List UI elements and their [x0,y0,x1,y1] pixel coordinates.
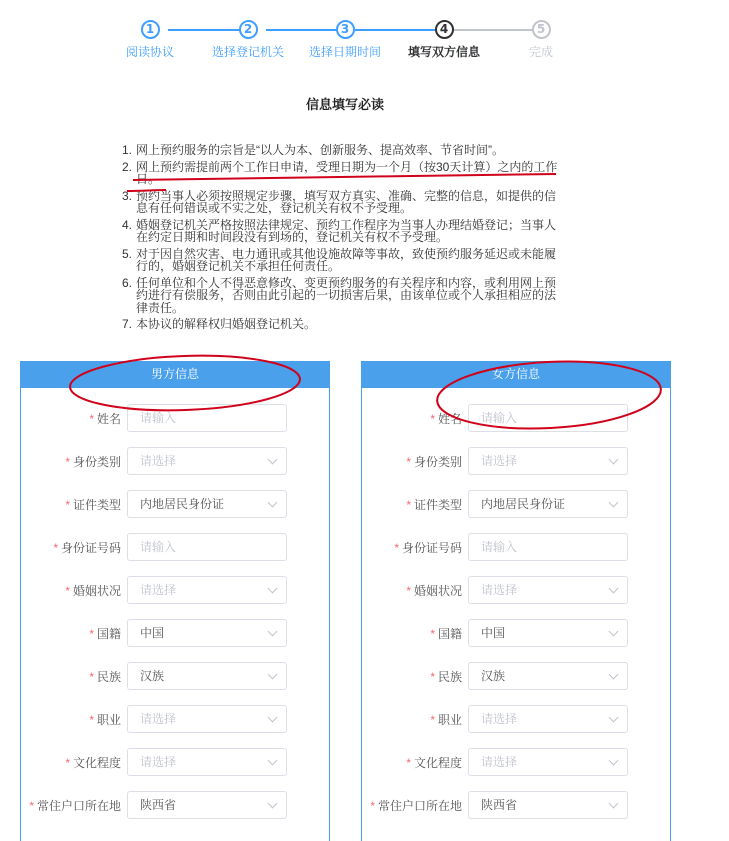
field-label-text: 证件类型 [72,498,121,512]
field-label-text: 证件类型 [413,498,462,512]
notice-item-text: 对于因自然灾害、电力通讯或其他设施故障等事故，致使预约服务延迟或未能履行的，婚姻登记机关不承担任何责任。 [136,246,557,273]
male-info-panel [20,361,330,841]
required-mark: * [29,799,34,813]
field-label-text: 常住户口所在地 [36,799,121,813]
female-nationality-row [362,619,672,649]
field-label-text: 婚姻状况 [413,584,462,598]
notice-item-text: 婚姻登记机关严格按照法律规定、预约工作程序为当事人办理结婚登记；当事人在约定日期和时间段没有到场的，登记机关有权不予受理。 [136,217,557,244]
field-label [65,447,121,477]
field-label [430,705,462,735]
field-label-text: 文化程度 [72,756,121,770]
notice-item-number: 1. [122,143,133,157]
field-label-text: 职业 [96,713,121,727]
field-placeholder: 请选择 [140,583,177,597]
notice-item-number: 7. [122,317,133,331]
notice-item-text: 网上预约服务的宗旨是“以人为本、创新服务、提高效率、节省时间”。 [136,143,504,157]
field-label [430,662,462,692]
required-mark: * [65,756,70,770]
notice-item [122,219,562,244]
field-value: 陕西省 [481,798,518,812]
notice-item-text: 任何单位和个人不得恶意修改、变更预约服务的有关程序和内容，或利用网上预约进行有偿服务，否则由此引起的一切损害后果，由该单位或个人承担相应的法律责任。 [136,275,557,315]
required-mark: * [89,627,94,641]
male-education-row [21,748,331,778]
chevron-down-icon [268,584,278,594]
field-label-text: 国籍 [96,627,121,641]
female-occupation-row [362,705,672,735]
field-value: 汉族 [140,669,165,683]
male-residence-row [21,791,331,821]
field-label-text: 民族 [96,670,121,684]
notice-list [122,144,562,335]
notice-item-number: 3. [122,188,133,203]
required-mark: * [406,584,411,598]
notice-item-number: 6. [122,275,133,290]
name-input[interactable] [468,404,628,432]
notice-item-number: 2. [122,159,133,174]
notice-item-number: 5. [122,246,133,261]
field-label-text: 文化程度 [413,756,462,770]
field-label [29,791,121,821]
occupation-select[interactable] [127,705,287,733]
notice-item-text: 预约当事人必须按照规定步骤，填写双方真实、准确、完整的信息，如提供的信息有任何错误或不实之处，登记机关有权不予受理。 [136,188,557,215]
chevron-down-icon [268,756,278,766]
chevron-down-icon [268,670,278,680]
chevron-down-icon [609,498,619,508]
notice-item [122,248,562,273]
field-value: 陕西省 [140,798,177,812]
field-label-text: 国籍 [437,627,462,641]
field-label [406,447,462,477]
field-placeholder: 请选择 [140,454,177,468]
notice-item-text: 本协议的解释权归婚姻登记机关。 [136,317,317,331]
female-name-row [362,404,672,434]
male-identity-type-row [21,447,331,477]
field-value: 汉族 [481,669,506,683]
field-label-text: 身份类别 [72,455,121,469]
chevron-down-icon [268,498,278,508]
field-value: 中国 [140,626,165,640]
field-label [89,705,121,735]
step-select-office[interactable] [198,20,298,60]
field-label [53,533,121,563]
required-mark: * [430,627,435,641]
notice-item-text: 网上预约需提前两个工作日申请，受理日期为一个月（按30天计算）之内的工作日。 [136,159,558,186]
step-read-agreement[interactable] [100,20,200,60]
step-number: 2 [239,20,258,39]
female-education-row [362,748,672,778]
notice-item [122,277,562,315]
female-info-panel [361,361,671,841]
field-label [394,533,462,563]
female-id-document-type-row [362,490,672,520]
notice-item [122,161,562,186]
field-label-text: 常住户口所在地 [377,799,462,813]
residence-select[interactable] [127,791,287,819]
field-placeholder: 请选择 [481,583,518,597]
nationality-select[interactable] [468,619,628,647]
step-label: 阅读协议 [125,45,174,59]
chevron-down-icon [609,584,619,594]
step-number: 4 [435,20,454,39]
step-select-datetime[interactable] [295,20,395,60]
field-label-text: 婚姻状况 [72,584,121,598]
step-label: 选择日期时间 [308,45,381,59]
field-placeholder: 请选择 [140,712,177,726]
male-name-row [21,404,331,434]
field-placeholder: 请选择 [481,755,518,769]
chevron-down-icon [268,627,278,637]
id-document-type-select[interactable] [468,490,628,518]
notice-item [122,318,562,331]
chevron-down-icon [609,670,619,680]
step-number: 5 [532,20,551,39]
field-label [89,662,121,692]
field-label [65,490,121,520]
notice-item [122,190,562,215]
required-mark: * [65,455,70,469]
chevron-down-icon [268,713,278,723]
field-placeholder: 请选择 [481,712,518,726]
notice-title: 信息填写必读 [305,97,384,112]
field-placeholder: 请输入 [140,411,177,425]
identity-type-select[interactable] [468,447,628,475]
chevron-down-icon [609,713,619,723]
male-id-number-row [21,533,331,563]
required-mark: * [394,541,399,555]
field-placeholder: 请选择 [140,755,177,769]
female-ethnicity-row [362,662,672,692]
field-label-text: 身份类别 [413,455,462,469]
required-mark: * [370,799,375,813]
required-mark: * [406,455,411,469]
step-label: 完成 [528,45,553,59]
step-label: 选择登记机关 [211,45,284,59]
marital-status-select[interactable] [127,576,287,604]
field-label-text: 民族 [437,670,462,684]
field-label-text: 职业 [437,713,462,727]
nationality-select[interactable] [127,619,287,647]
ethnicity-select[interactable] [127,662,287,690]
field-value: 中国 [481,626,506,640]
required-mark: * [430,670,435,684]
required-mark: * [65,498,70,512]
field-value: 内地居民身份证 [140,497,225,511]
male-nationality-row [21,619,331,649]
male-ethnicity-row [21,662,331,692]
required-mark: * [89,670,94,684]
field-label [65,576,121,606]
field-label [406,490,462,520]
male-marital-status-row [21,576,331,606]
field-label [370,791,462,821]
occupation-select[interactable] [468,705,628,733]
male-id-document-type-row [21,490,331,520]
chevron-down-icon [609,799,619,809]
chevron-down-icon [268,455,278,465]
field-value: 内地居民身份证 [481,497,566,511]
notice-item [122,144,562,157]
notice-item-number: 4. [122,217,133,232]
female-residence-row [362,791,672,821]
field-placeholder: 请输入 [481,540,518,554]
field-label [406,748,462,778]
required-mark: * [406,498,411,512]
field-label [430,619,462,649]
id-document-type-select[interactable] [127,490,287,518]
required-mark: * [89,412,94,426]
field-placeholder: 请输入 [481,411,518,425]
field-label [406,576,462,606]
field-label-text: 姓名 [437,412,462,426]
step-fill-info [394,20,494,60]
male-occupation-row [21,705,331,735]
chevron-down-icon [609,627,619,637]
field-label [65,748,121,778]
required-mark: * [53,541,58,555]
marital-status-select[interactable] [468,576,628,604]
field-label [89,404,121,434]
education-select[interactable] [127,748,287,776]
field-label-text: 身份证号码 [60,541,121,555]
field-label [89,619,121,649]
female-marital-status-row [362,576,672,606]
female-info-header: 女方信息 [362,361,670,388]
step-progress [110,20,570,70]
required-mark: * [430,412,435,426]
field-label [430,404,462,434]
residence-select[interactable] [468,791,628,819]
step-complete [491,20,591,60]
female-identity-type-row [362,447,672,477]
male-info-header: 男方信息 [21,361,329,388]
chevron-down-icon [609,455,619,465]
chevron-down-icon [268,799,278,809]
female-id-number-row [362,533,672,563]
identity-type-select[interactable] [127,447,287,475]
field-label-text: 身份证号码 [401,541,462,555]
required-mark: * [406,756,411,770]
field-placeholder: 请选择 [481,454,518,468]
required-mark: * [89,713,94,727]
field-placeholder: 请输入 [140,540,177,554]
chevron-down-icon [609,756,619,766]
step-number: 1 [141,20,160,39]
ethnicity-select[interactable] [468,662,628,690]
required-mark: * [65,584,70,598]
field-label-text: 姓名 [96,412,121,426]
id-number-input[interactable] [468,533,628,561]
step-label: 填写双方信息 [407,45,480,59]
required-mark: * [430,713,435,727]
name-input[interactable] [127,404,287,432]
id-number-input[interactable] [127,533,287,561]
education-select[interactable] [468,748,628,776]
step-number: 3 [336,20,355,39]
